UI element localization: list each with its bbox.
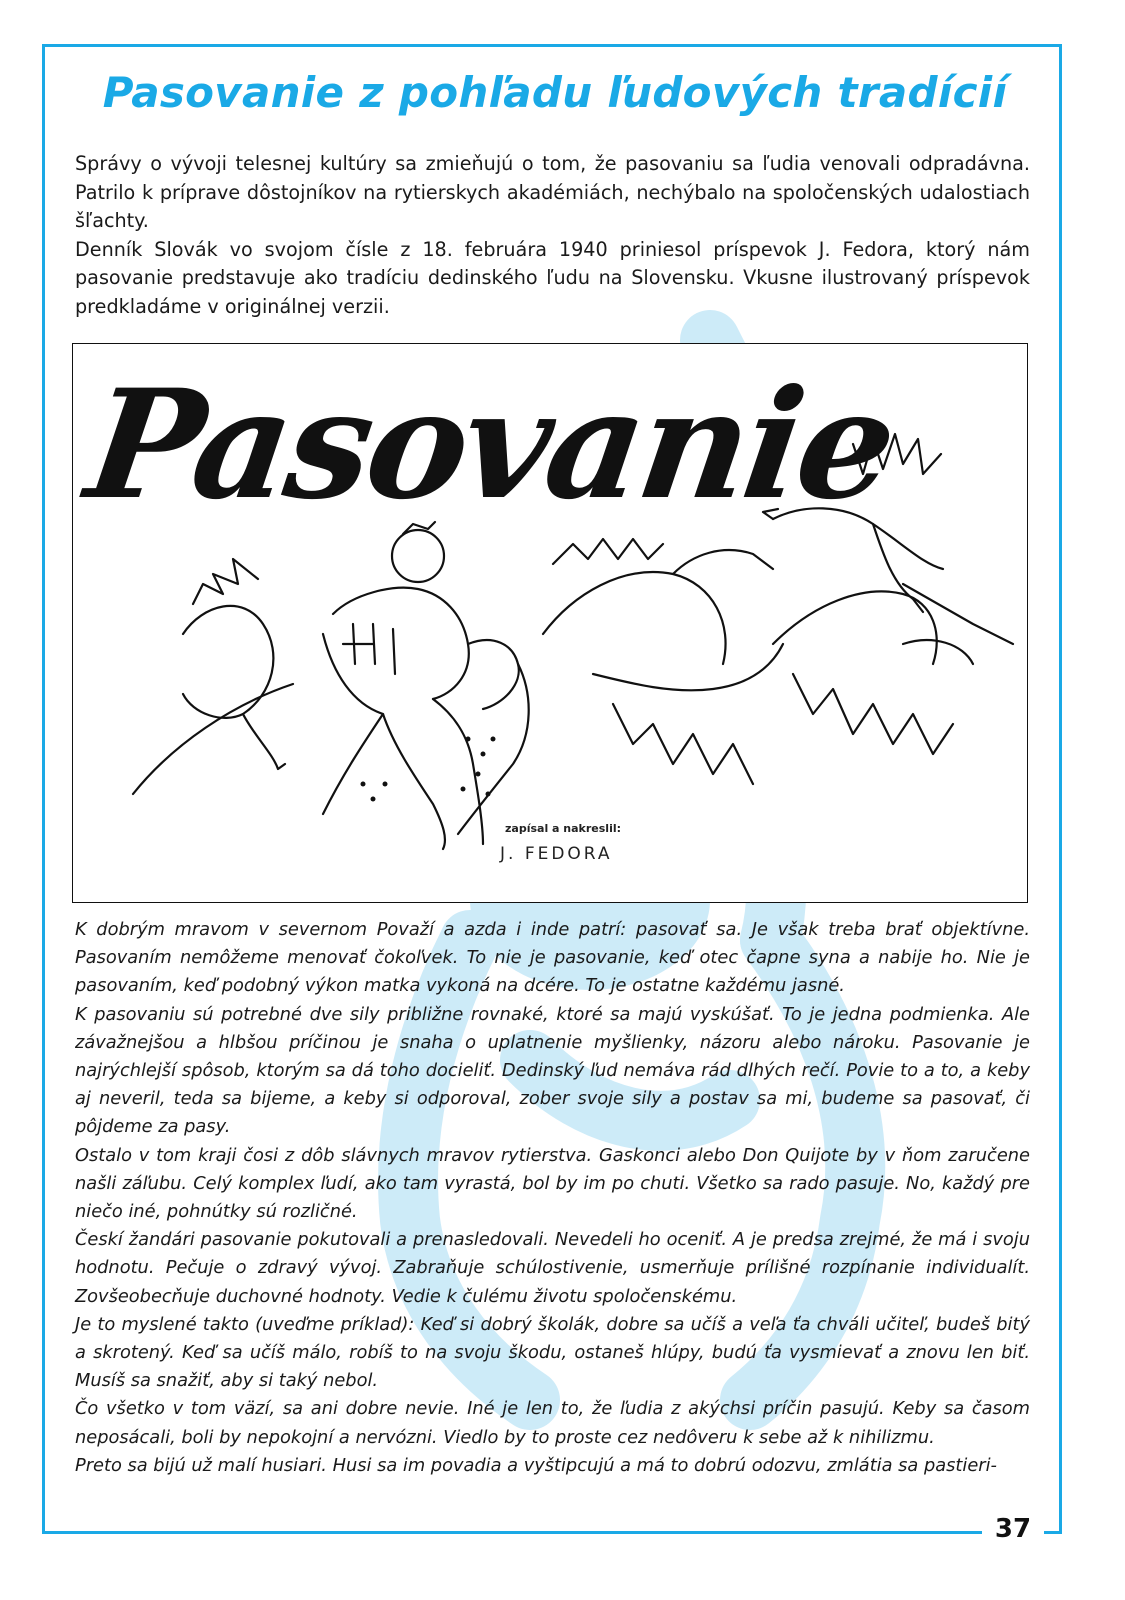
illustration-credit-name: J. FEDORA — [500, 844, 613, 864]
page-title: Pasovanie z pohľadu ľudových tradícií — [102, 68, 1008, 117]
article-paragraph: Je to myslené takto (uveďme príklad): Keď si dobrý školák, dobre sa učíš a veľa ťa chváli učiteľ, budeš bitý a skrotený. Keď sa učíš málo, robíš to na svoju škodu, ostaneš hlúpy, budú ťa vysmievať a znovu len biť. Musíš sa snažiť, aby si taký nebol. — [75, 1313, 1030, 1392]
article-paragraph: Ostalo v tom kraji čosi z dôb slávnych mravov rytierstva. Gaskonci alebo Don Quijote by v ňom zaručene našli záľubu. Celý komplex ľudí, ako tam vyrastá, bol by im po chuti. Všetko sa rado pasuje. No, každý pre niečo iné, pohnútky sú rozličné. — [75, 1144, 1030, 1223]
article-paragraph: Čo všetko v tom väzí, sa ani dobre nevie. Iné je len to, že ľudia z akýchsi príčin pasujú. Keby sa časom neposácali, boli by nepokojní a nervózni. Viedlo by to proste cez nedôveru k sebe až k nihilizmu. — [75, 1398, 1030, 1448]
frame-bottom-rule-end — [1044, 1531, 1062, 1534]
illustration-credit-line: zapísal a nakreslil: — [505, 822, 622, 835]
article-paragraph: Preto sa bijú už malí husiari. Husi sa im povadia a vyštipcujú a má to dobrú odozvu, zmlátia sa pastieri- — [75, 1454, 997, 1476]
article-paragraph: K dobrým mravom v severnom Považí a azda i inde patrí: pasovať sa. Je však treba brať objektívne. Pasovaním nemôžeme menovať čokoľvek. To nie je pasovanie, keď otec čapne syna a nabije ho. Nie je pasovaním, keď podobný výkon matka vykoná na dcére. To je ostatne každému jasné. — [75, 919, 1030, 997]
intro-paragraph: Správy o vývoji telesnej kultúry sa zmieňujú o tom, že pasovaniu sa ľudia venovali odpradávna. Patrilo k príprave dôstojníkov na rytierskych akadémiách, nechýbalo na spoločenských udalostiach šľachty. — [75, 152, 1030, 232]
illustration-heading: Pasovanie — [77, 357, 903, 533]
article-paragraph: Českí žandári pasovanie pokutovali a prenasledovali. Nevedeli ho oceniť. A je predsa zrejmé, že má i svoju hodnotu. Pečuje o zdravý vývoj. Zabraňuje schúlostivenie, usmerňuje prílišné rozpínanie individualít. Zovšeobecňuje duchovné hodnoty. Vedie k čulému životu spoločenskému. — [75, 1229, 1030, 1307]
page-number: 37 — [994, 1514, 1032, 1544]
article-paragraph: K pasovaniu sú potrebné dve sily približne rovnaké, ktoré sa majú vyskúšať. To je jedna podmienka. Ale závažnejšou a hlbšou príčinou je snaha o uplatnenie myšlienky, názoru alebo nároku. Pasovanie je najrýchlejší spôsob, ktorým sa dá toho docieliť. Dedinský ľud nemáva rád dlhých rečí. Povie to a to, a keby aj neveril, teda sa bijeme, a keby si odporoval, zober svoje sily a postav sa mi, budeme sa pasovať, či pôjdeme za pasy. — [75, 1003, 1030, 1138]
intro-paragraph: Denník Slovák vo svojom čísle z 18. februára 1940 priniesol príspevok J. Fedora, ktorý nám pasovanie predstavuje ako tradíciu dedinského ľudu na Slovensku. Vkusne ilustrovaný príspevok predkladáme v originálnej verzii. — [75, 237, 1030, 318]
intro-section — [75, 150, 1030, 321]
frame-bottom-rule — [42, 1531, 982, 1534]
article-body — [75, 916, 1030, 1480]
